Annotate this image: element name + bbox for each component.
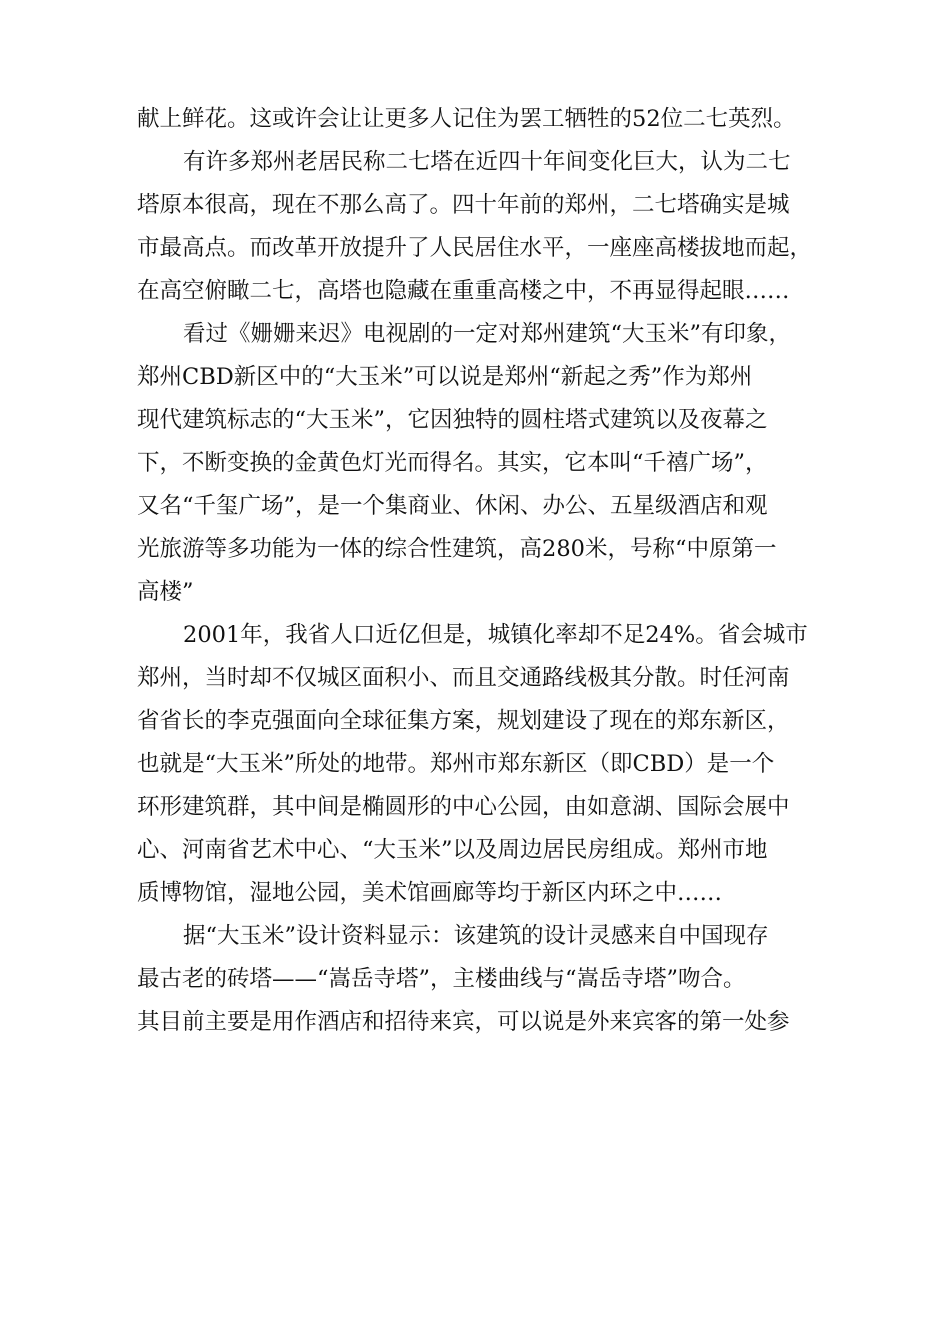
text-line: 省省长的李克强面向全球征集方案，规划建设了现在的郑东新区， xyxy=(137,708,790,734)
text-line: 其目前主要是用作酒店和招待来宾，可以说是外来宾客的第一处参 xyxy=(137,1009,790,1035)
text-line: 据“大玉米”设计资料显示：该建筑的设计灵感来自中国现存 xyxy=(183,923,769,949)
text-line: 环形建筑群，其中间是椭圆形的中心公园，由如意湖、国际会展中 xyxy=(137,794,790,820)
text-line: 有许多郑州老居民称二七塔在近四十年间变化巨大，认为二七 xyxy=(183,149,791,175)
text-line: 光旅游等多功能为一体的综合性建筑，高280米，号称“中原第一 xyxy=(137,536,777,562)
text-line: 在高空俯瞰二七，高塔也隐藏在重重高楼之中，不再显得起眼…… xyxy=(137,278,790,304)
text-line: 心、河南省艺术中心、“大玉米”以及周边居民房组成。郑州市地 xyxy=(137,837,768,863)
text-line: 高楼” xyxy=(137,579,194,605)
text-line: 现代建筑标志的“大玉米”，它因独特的圆柱塔式建筑以及夜幕之 xyxy=(137,407,768,433)
text-line: 最古老的砖塔——“嵩岳寺塔”，主楼曲线与“嵩岳寺塔”吻合。 xyxy=(137,966,746,992)
text-line: 献上鲜花。这或许会让让更多人记住为罢工牺牲的52位二七英烈。 xyxy=(137,106,796,132)
text-line: 市最高点。而改革开放提升了人民居住水平，一座座高楼拔地而起， xyxy=(137,235,813,261)
text-line: 质博物馆，湿地公园，美术馆画廊等均于新区内环之中…… xyxy=(137,880,723,906)
text-line: 郑州CBD新区中的“大玉米”可以说是郑州“新起之秀”作为郑州 xyxy=(137,364,753,390)
text-line: 郑州，当时却不仅城区面积小、而且交通路线极其分散。时任河南 xyxy=(137,665,790,691)
text-line: 又名“千玺广场”，是一个集商业、休闲、办公、五星级酒店和观 xyxy=(137,493,768,519)
text-line: 看过《姗姗来迟》电视剧的一定对郑州建筑“大玉米”有印象， xyxy=(183,321,792,347)
body-text xyxy=(137,98,827,1044)
text-line: 2001年，我省人口近亿但是，城镇化率却不足24%。省会城市 xyxy=(183,622,808,648)
text-line: 塔原本很高，现在不那么高了。四十年前的郑州，二七塔确实是城 xyxy=(137,192,790,218)
text-line: 下，不断变换的金黄色灯光而得名。其实，它本叫“千禧广场”， xyxy=(137,450,768,476)
text-line: 也就是“大玉米”所处的地带。郑州市郑东新区（即CBD）是一个 xyxy=(137,751,775,777)
